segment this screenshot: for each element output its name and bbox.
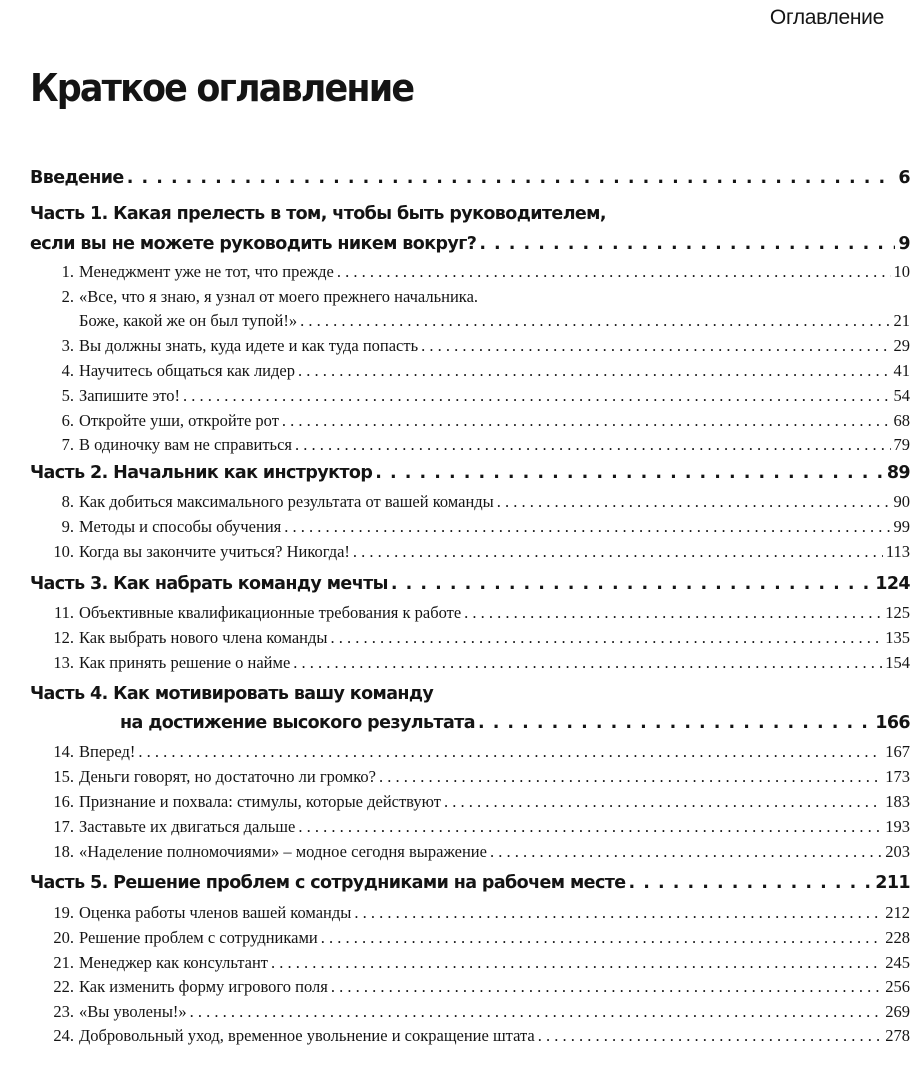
page-number: 193 xyxy=(885,817,910,836)
toc-entry-chapter[interactable] xyxy=(50,817,910,841)
page-number: 211 xyxy=(875,873,910,893)
toc-entry-chapter[interactable] xyxy=(50,977,910,1001)
entry-label: Объективные квалификационные требования к работе xyxy=(79,603,462,622)
chapter-number: 12. xyxy=(53,628,74,647)
dot-leader xyxy=(538,1026,883,1046)
dot-leader xyxy=(479,234,895,254)
page-number: 166 xyxy=(875,713,910,733)
page-title: Краткое оглавление xyxy=(30,66,414,110)
page-number: 269 xyxy=(885,1002,910,1021)
toc-entry-chapter[interactable] xyxy=(50,1026,910,1050)
toc-entry-part-2[interactable] xyxy=(30,463,910,491)
toc-entry-chapter[interactable] xyxy=(50,628,910,652)
entry-label: Часть 5. Решение проблем с сотрудниками на рабочем месте xyxy=(30,873,626,893)
entry-label: если вы не можете руководить никем вокруг? xyxy=(30,234,477,254)
toc-entry-chapter[interactable] xyxy=(50,542,910,566)
page-number: 203 xyxy=(885,842,910,861)
dot-leader xyxy=(284,517,890,537)
entry-label: Как изменить форму игрового поля xyxy=(79,977,328,996)
entry-label: Как выбрать нового члена команды xyxy=(79,628,328,647)
entry-label: Боже, какой же он был тупой!» xyxy=(79,311,298,330)
toc-entry-chapter[interactable] xyxy=(50,953,910,977)
toc-entry-chapter[interactable] xyxy=(50,653,910,677)
dot-leader xyxy=(190,1002,883,1022)
entry-label: Решение проблем с сотрудниками xyxy=(79,928,318,947)
dot-leader xyxy=(321,928,883,948)
dot-leader xyxy=(478,713,872,733)
entry-label: Менеджмент уже не тот, что прежде xyxy=(79,262,334,281)
chapter-number: 3. xyxy=(61,336,74,355)
toc-entry-chapter[interactable] xyxy=(50,1002,910,1026)
chapter-number: 6. xyxy=(61,411,74,430)
entry-label: Добровольный уход, временное увольнение и сокращение штата xyxy=(79,1026,535,1045)
page-number: 125 xyxy=(885,603,910,622)
page-number: 256 xyxy=(885,977,910,996)
entry-label: «Все, что я знаю, я узнал от моего прежнего начальника. xyxy=(79,287,479,306)
dot-leader xyxy=(444,792,882,812)
chapter-number: 20. xyxy=(53,928,74,947)
entry-label: Признание и похвала: стимулы, которые действуют xyxy=(79,792,441,811)
dot-leader xyxy=(331,977,882,997)
page-number: 124 xyxy=(875,574,910,594)
entry-label: Когда вы закончите учиться? Никогда! xyxy=(79,542,350,561)
toc-entry-chapter[interactable] xyxy=(50,386,910,410)
chapter-number: 15. xyxy=(53,767,74,786)
toc-entry-part-5[interactable] xyxy=(30,873,910,901)
toc-entry-part-1[interactable] xyxy=(30,234,910,262)
toc-entry-part-3[interactable] xyxy=(30,574,910,602)
chapter-number: 9. xyxy=(61,517,74,536)
page-number: 6 xyxy=(898,168,910,188)
chapter-number: 22. xyxy=(53,977,74,996)
chapter-number: 17. xyxy=(53,817,74,836)
chapter-number: 16. xyxy=(53,792,74,811)
entry-label: Вперед! xyxy=(79,742,136,761)
entry-label: Как принять решение о найме xyxy=(79,653,291,672)
chapter-number: 11. xyxy=(53,603,74,622)
toc-entry-chapter[interactable] xyxy=(50,411,910,435)
chapter-number: 7. xyxy=(61,435,74,454)
running-head: Оглавление xyxy=(769,6,884,29)
toc-entry-part-4[interactable] xyxy=(120,713,910,741)
page-number: 212 xyxy=(885,903,910,922)
page-number: 173 xyxy=(885,767,910,786)
dot-leader xyxy=(629,873,873,893)
chapter-number: 19. xyxy=(53,903,74,922)
entry-label: Менеджер как консультант xyxy=(79,953,269,972)
toc-entry-chapter[interactable] xyxy=(50,842,910,866)
dot-leader xyxy=(183,386,890,406)
toc-entry-chapter[interactable] xyxy=(50,767,910,791)
page-number: 154 xyxy=(885,653,910,672)
entry-label: Методы и способы обучения xyxy=(79,517,282,536)
toc-entry-chapter[interactable] xyxy=(50,517,910,541)
page-number: 21 xyxy=(893,311,910,330)
dot-leader xyxy=(298,817,882,837)
chapter-number: 23. xyxy=(53,1002,74,1021)
toc-entry-chapter[interactable] xyxy=(50,361,910,385)
toc-entry-chapter[interactable] xyxy=(50,903,910,927)
chapter-number: 1. xyxy=(61,262,74,281)
entry-label: Как добиться максимального результата от вашей команды xyxy=(79,492,494,511)
dot-leader xyxy=(379,767,882,787)
chapter-number: 14. xyxy=(53,742,74,761)
dot-leader xyxy=(282,411,891,431)
chapter-title-line xyxy=(50,287,478,307)
dot-leader xyxy=(497,492,891,512)
entry-label: Деньги говорят, но достаточно ли громко? xyxy=(79,767,376,786)
toc-entry-chapter[interactable] xyxy=(50,742,910,766)
chapter-number: 18. xyxy=(53,842,74,861)
page-number: 41 xyxy=(893,361,910,380)
entry-label: «Вы уволены!» xyxy=(79,1002,187,1021)
dot-leader xyxy=(490,842,882,862)
dot-leader xyxy=(391,574,872,594)
toc-entry-intro[interactable] xyxy=(30,168,910,196)
dot-leader xyxy=(421,336,890,356)
dot-leader xyxy=(138,742,882,762)
page-number: 278 xyxy=(885,1026,910,1045)
page-number: 54 xyxy=(893,386,910,405)
part-heading-line: Часть 1. Какая прелесть в том, чтобы быть руководителем, xyxy=(30,204,606,224)
toc-entry-chapter[interactable] xyxy=(50,336,910,360)
toc-entry-chapter[interactable] xyxy=(50,311,910,335)
page-number: 135 xyxy=(885,628,910,647)
dot-leader xyxy=(375,463,884,483)
page-number: 90 xyxy=(893,492,910,511)
chapter-number: 2. xyxy=(61,287,74,306)
toc-entry-chapter[interactable] xyxy=(50,492,910,516)
toc-entry-chapter[interactable] xyxy=(50,792,910,816)
dot-leader xyxy=(127,168,896,188)
toc-entry-chapter[interactable] xyxy=(50,435,910,459)
page-number: 183 xyxy=(885,792,910,811)
page-number: 99 xyxy=(893,517,910,536)
page-number: 9 xyxy=(898,234,910,254)
entry-label: «Наделение полномочиями» – модное сегодня выражение xyxy=(79,842,487,861)
dot-leader xyxy=(300,311,890,331)
entry-label: Научитесь общаться как лидер xyxy=(79,361,295,380)
page-number: 245 xyxy=(885,953,910,972)
dot-leader xyxy=(271,953,882,973)
chapter-number: 8. xyxy=(61,492,74,511)
dot-leader xyxy=(353,542,883,562)
chapter-number: 4. xyxy=(61,361,74,380)
page-number: 228 xyxy=(885,928,910,947)
dot-leader xyxy=(354,903,882,923)
chapter-number: 13. xyxy=(53,653,74,672)
dot-leader xyxy=(330,628,882,648)
page-number: 89 xyxy=(886,463,910,483)
dot-leader xyxy=(464,603,882,623)
entry-label: Заставьте их двигаться дальше xyxy=(79,817,296,836)
page-number: 113 xyxy=(885,542,910,561)
entry-label: Введение xyxy=(30,168,124,188)
page-number: 10 xyxy=(893,262,910,281)
toc-entry-chapter[interactable] xyxy=(50,262,910,286)
page-number: 167 xyxy=(885,742,910,761)
page-number: 79 xyxy=(893,435,910,454)
chapter-number: 24. xyxy=(53,1026,74,1045)
entry-label: Часть 2. Начальник как инструктор xyxy=(30,463,373,483)
toc-entry-chapter[interactable] xyxy=(50,928,910,952)
entry-label: Вы должны знать, куда идете и как туда попасть xyxy=(79,336,419,355)
entry-label: на достижение высокого результата xyxy=(120,713,475,733)
chapter-number: 10. xyxy=(53,542,74,561)
entry-label: Запишите это! xyxy=(79,386,181,405)
entry-label: В одиночку вам не справиться xyxy=(79,435,292,454)
chapter-number: 5. xyxy=(61,386,74,405)
dot-leader xyxy=(293,653,882,673)
chapter-number: 21. xyxy=(53,953,74,972)
dot-leader xyxy=(295,435,891,455)
dot-leader xyxy=(298,361,891,381)
dot-leader xyxy=(337,262,891,282)
toc-entry-chapter[interactable] xyxy=(50,603,910,627)
entry-label: Откройте уши, откройте рот xyxy=(79,411,279,430)
page-number: 29 xyxy=(893,336,910,355)
entry-label: Часть 3. Как набрать команду мечты xyxy=(30,574,388,594)
part-heading-line: Часть 4. Как мотивировать вашу команду xyxy=(30,684,434,704)
page-number: 68 xyxy=(893,411,910,430)
entry-label: Оценка работы членов вашей команды xyxy=(79,903,352,922)
